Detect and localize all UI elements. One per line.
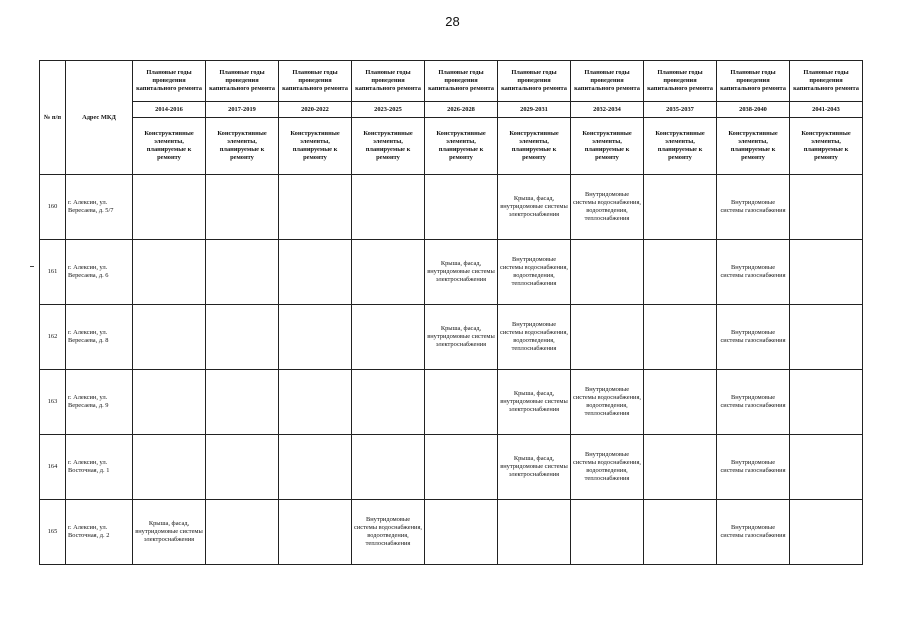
period-elements-header: Конструктивные элементы, планируемые к ремонту — [206, 118, 279, 175]
work-cell — [352, 240, 425, 305]
period-label-header: Плановые годы проведения капитального ремонта — [133, 61, 206, 102]
work-cell — [206, 435, 279, 500]
period-label-header: Плановые годы проведения капитального ремонта — [644, 61, 717, 102]
work-cell — [498, 500, 571, 565]
period-elements-header: Конструктивные элементы, планируемые к ремонту — [279, 118, 352, 175]
row-address: г. Алексин, ул. Вересаева, д. 5/7 — [66, 175, 133, 240]
table-row — [40, 175, 863, 240]
table-row — [40, 370, 863, 435]
work-cell — [279, 305, 352, 370]
work-cell — [425, 435, 498, 500]
work-cell — [644, 435, 717, 500]
work-cell: Внутридомовые системы газоснабжения — [717, 500, 790, 565]
period-years-header: 2029-2031 — [498, 102, 571, 118]
work-cell — [279, 370, 352, 435]
period-years-header: 2041-2043 — [790, 102, 863, 118]
work-cell — [790, 370, 863, 435]
row-number: 165 — [40, 500, 66, 565]
period-elements-header: Конструктивные элементы, планируемые к ремонту — [790, 118, 863, 175]
row-number: 160 — [40, 175, 66, 240]
work-cell — [206, 240, 279, 305]
work-cell — [206, 500, 279, 565]
work-cell: Внутридомовые системы газоснабжения — [717, 370, 790, 435]
work-cell — [133, 435, 206, 500]
work-cell — [644, 500, 717, 565]
work-cell — [206, 175, 279, 240]
work-cell: Внутридомовые системы водоснабжения, водоотведения, теплоснабжения — [352, 500, 425, 565]
work-cell — [425, 500, 498, 565]
work-cell: Внутридомовые системы газоснабжения — [717, 435, 790, 500]
period-elements-header: Конструктивные элементы, планируемые к ремонту — [498, 118, 571, 175]
period-years-header: 2020-2022 — [279, 102, 352, 118]
work-cell: Внутридомовые системы газоснабжения — [717, 305, 790, 370]
work-cell — [790, 240, 863, 305]
period-label-header: Плановые годы проведения капитального ремонта — [790, 61, 863, 102]
table-row — [40, 240, 863, 305]
period-years-header: 2023-2025 — [352, 102, 425, 118]
table-row — [40, 435, 863, 500]
period-label-header: Плановые годы проведения капитального ремонта — [279, 61, 352, 102]
work-cell: Внутридомовые системы водоснабжения, водоотведения, теплоснабжения — [571, 370, 644, 435]
work-cell — [133, 240, 206, 305]
work-cell: Внутридомовые системы водоснабжения, водоотведения, теплоснабжения — [571, 175, 644, 240]
work-cell — [571, 240, 644, 305]
work-cell: Внутридомовые системы газоснабжения — [717, 175, 790, 240]
work-cell — [352, 370, 425, 435]
work-cell: Внутридомовые системы водоснабжения, водоотведения, теплоснабжения — [498, 305, 571, 370]
period-years-header: 2014-2016 — [133, 102, 206, 118]
work-cell — [279, 500, 352, 565]
page-number: 28 — [445, 14, 460, 29]
work-cell — [279, 435, 352, 500]
period-label-header: Плановые годы проведения капитального ремонта — [425, 61, 498, 102]
period-elements-header: Конструктивные элементы, планируемые к ремонту — [352, 118, 425, 175]
work-cell — [352, 175, 425, 240]
work-cell: Крыша, фасад, внутридомовые системы электроснабжения — [425, 305, 498, 370]
row-address: г. Алексин, ул. Восточная, д. 1 — [66, 435, 133, 500]
work-cell — [790, 305, 863, 370]
work-cell: Крыша, фасад, внутридомовые системы электроснабжения — [425, 240, 498, 305]
period-elements-header: Конструктивные элементы, планируемые к ремонту — [644, 118, 717, 175]
work-cell — [790, 175, 863, 240]
work-cell: Крыша, фасад, внутридомовые системы электроснабжения — [498, 435, 571, 500]
work-cell — [790, 500, 863, 565]
work-cell: Крыша, фасад, внутридомовые системы электроснабжения — [133, 500, 206, 565]
period-years-header: 2038-2040 — [717, 102, 790, 118]
period-elements-header: Конструктивные элементы, планируемые к ремонту — [717, 118, 790, 175]
period-label-header: Плановые годы проведения капитального ремонта — [717, 61, 790, 102]
work-cell: Внутридомовые системы водоснабжения, водоотведения, теплоснабжения — [498, 240, 571, 305]
work-cell — [279, 240, 352, 305]
period-label-header: Плановые годы проведения капитального ремонта — [571, 61, 644, 102]
row-address: г. Алексин, ул. Вересаева, д. 9 — [66, 370, 133, 435]
period-label-header: Плановые годы проведения капитального ремонта — [498, 61, 571, 102]
work-cell — [133, 305, 206, 370]
work-cell — [133, 370, 206, 435]
row-number: 162 — [40, 305, 66, 370]
col-header-address: Адрес МКД — [66, 61, 133, 175]
period-years-header: 2017-2019 — [206, 102, 279, 118]
work-cell: Крыша, фасад, внутридомовые системы электроснабжения — [498, 175, 571, 240]
work-cell — [133, 175, 206, 240]
row-number: 164 — [40, 435, 66, 500]
work-cell — [790, 435, 863, 500]
row-number: 161 — [40, 240, 66, 305]
work-cell — [206, 370, 279, 435]
period-elements-header: Конструктивные элементы, планируемые к ремонту — [133, 118, 206, 175]
row-address: г. Алексин, ул. Восточная, д. 2 — [66, 500, 133, 565]
table-row — [40, 305, 863, 370]
period-label-header: Плановые годы проведения капитального ремонта — [206, 61, 279, 102]
work-cell: Внутридомовые системы водоснабжения, водоотведения, теплоснабжения — [571, 435, 644, 500]
period-elements-header: Конструктивные элементы, планируемые к ремонту — [571, 118, 644, 175]
period-years-header: 2026-2028 — [425, 102, 498, 118]
period-years-header: 2032-2034 — [571, 102, 644, 118]
work-cell — [206, 305, 279, 370]
work-cell — [425, 175, 498, 240]
period-label-header: Плановые годы проведения капитального ремонта — [352, 61, 425, 102]
period-years-header: 2035-2037 — [644, 102, 717, 118]
col-header-number: № п/п — [40, 61, 66, 175]
work-cell — [644, 240, 717, 305]
work-cell — [571, 305, 644, 370]
table-row — [40, 500, 863, 565]
row-address: г. Алексин, ул. Вересаева, д. 6 — [66, 240, 133, 305]
work-cell — [644, 175, 717, 240]
work-cell: Крыша, фасад, внутридомовые системы электроснабжения — [498, 370, 571, 435]
period-elements-header: Конструктивные элементы, планируемые к ремонту — [425, 118, 498, 175]
margin-mark — [30, 266, 34, 267]
row-address: г. Алексин, ул. Вересаева, д. 8 — [66, 305, 133, 370]
capital-repair-schedule-table — [39, 60, 863, 565]
work-cell — [352, 305, 425, 370]
work-cell — [644, 305, 717, 370]
work-cell — [279, 175, 352, 240]
work-cell — [644, 370, 717, 435]
work-cell: Внутридомовые системы газоснабжения — [717, 240, 790, 305]
row-number: 163 — [40, 370, 66, 435]
work-cell — [352, 435, 425, 500]
work-cell — [425, 370, 498, 435]
work-cell — [571, 500, 644, 565]
